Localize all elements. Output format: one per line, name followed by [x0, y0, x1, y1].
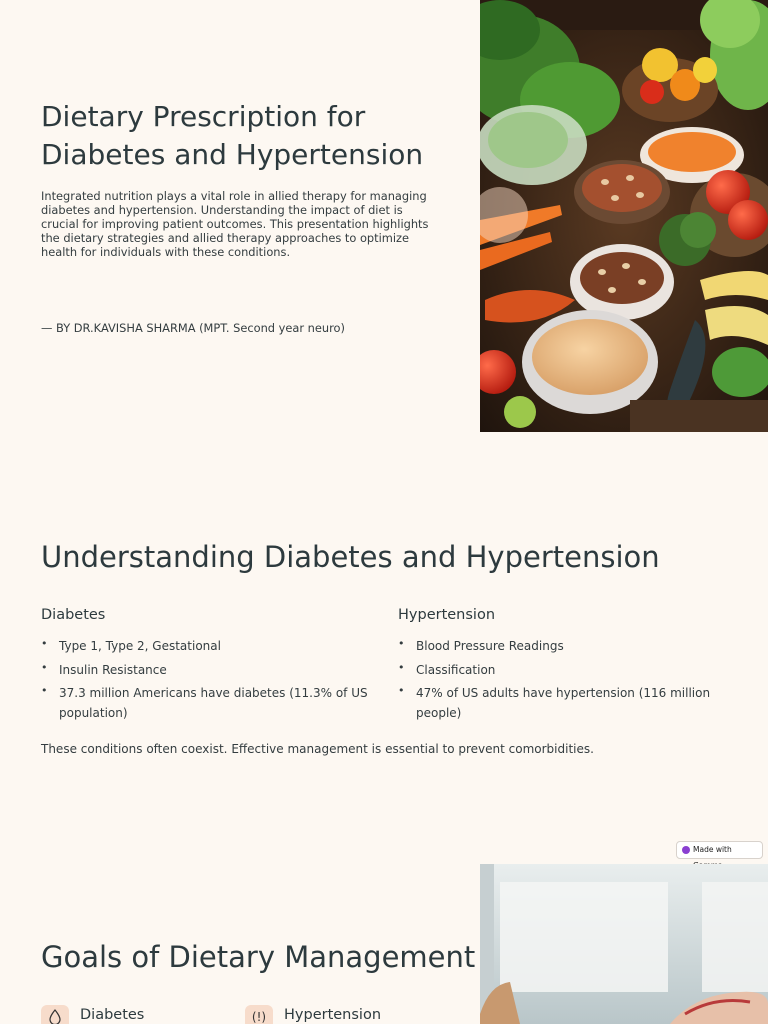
badge-label: Made with — [693, 845, 732, 854]
list-item-text: Insulin Resistance — [59, 662, 167, 677]
list-item — [398, 684, 748, 723]
section-title: Understanding Diabetes and Hypertension — [41, 540, 660, 574]
slide-goals — [0, 840, 768, 1024]
author-byline: — BY DR.KAVISHA SHARMA (MPT. Second year neuro) — [41, 321, 345, 335]
hypertension-column — [398, 607, 748, 727]
hypertension-list — [398, 637, 748, 723]
list-item-text: 37.3 million Americans have diabetes (11.3% of US population) — [59, 686, 368, 720]
made-with-gamma-badge[interactable] — [676, 841, 763, 859]
slide-intro — [0, 0, 768, 432]
column-heading: Hypertension — [398, 607, 496, 623]
intro-paragraph: Integrated nutrition plays a vital role in allied therapy for managing diabetes and hypertension. Understanding the impact of diet is crucial for improving patient outcomes. This presentation highlights the dietary strategies and allied therapy approaches to optimize health for individuals with these conditions. — [41, 189, 429, 259]
goal-label: Hypertension — [284, 1007, 382, 1023]
goal-label: Diabetes — [80, 1007, 145, 1023]
bullet-icon: • — [41, 660, 48, 674]
list-item-text: Blood Pressure Readings — [416, 639, 564, 653]
bullet-icon: • — [398, 684, 405, 697]
list-item — [398, 637, 748, 657]
list-item — [41, 661, 391, 681]
summary-note: These conditions often coexist. Effective management is essential to prevent comorbidities. — [41, 742, 594, 756]
food-spread-image — [480, 0, 768, 432]
patient-photo — [480, 864, 768, 1024]
diabetes-list — [41, 637, 391, 723]
list-item — [41, 684, 391, 723]
section-title: Goals of Dietary Management — [41, 940, 476, 974]
bullet-icon: • — [41, 684, 48, 697]
bullet-icon: • — [398, 660, 405, 674]
bullet-icon: • — [41, 637, 48, 650]
gamma-logo-icon — [682, 846, 690, 854]
list-item-text: Type 1, Type 2, Gestational — [59, 639, 221, 653]
slide-understanding — [0, 432, 768, 840]
page-title: Dietary Prescription for Diabetes and Hypertension — [41, 100, 424, 171]
list-item-text: Classification — [416, 662, 496, 677]
column-heading: Diabetes — [41, 607, 106, 623]
diabetes-column — [41, 607, 391, 727]
list-item-text: 47% of US adults have hypertension (116 million people) — [416, 686, 711, 720]
droplet-icon — [41, 1005, 69, 1024]
list-item — [398, 661, 748, 681]
list-item — [41, 637, 391, 657]
bullet-icon: • — [398, 637, 405, 650]
warning-icon: (!) — [245, 1005, 273, 1024]
